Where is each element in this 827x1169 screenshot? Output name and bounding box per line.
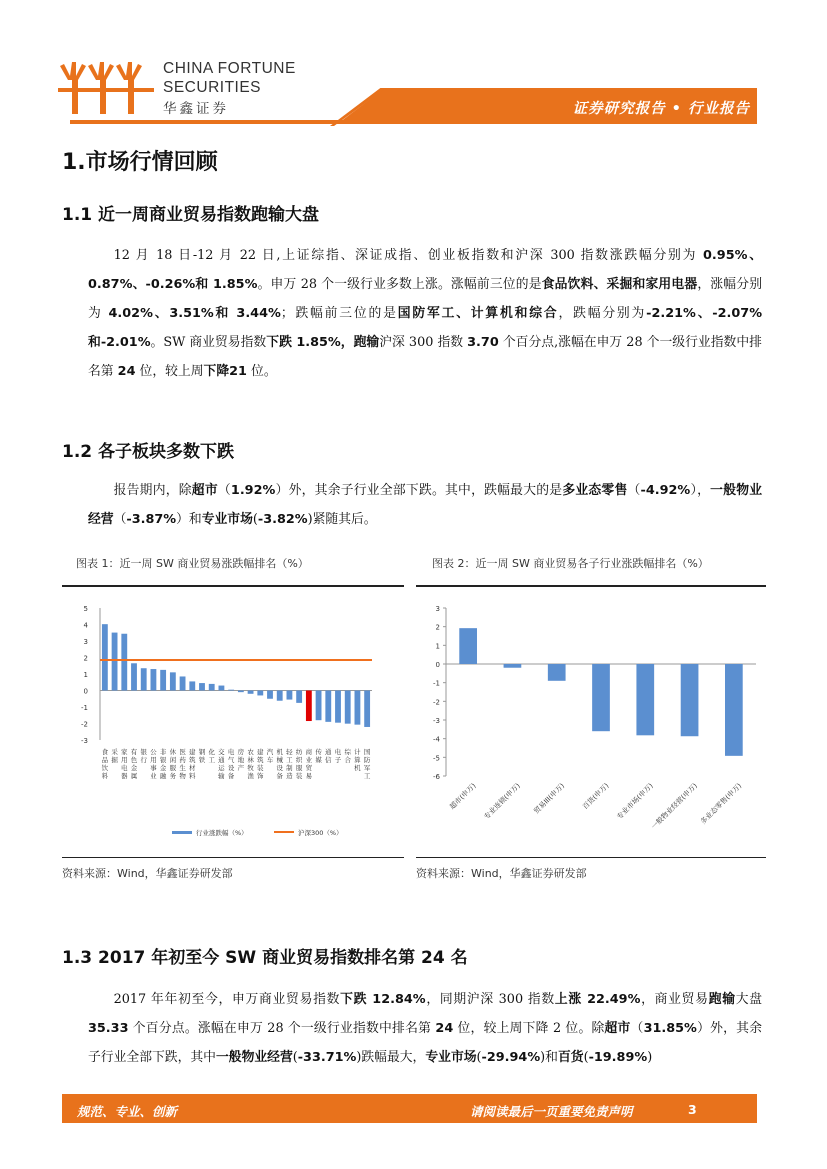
chart1-x-tick-char: 公 xyxy=(150,748,157,756)
chart1-bar xyxy=(228,690,234,691)
chart1-x-tick-char: 备 xyxy=(276,772,283,780)
chart1-x-tick-char: 建 xyxy=(189,748,196,756)
chart1-x-tick-char: 食 xyxy=(101,748,109,756)
chart1-x-tick-char: 计 xyxy=(354,748,361,756)
chart2-bar xyxy=(504,664,522,668)
chart2-y-tick: 3 xyxy=(435,605,440,613)
company-name-en-line2: SECURITIES xyxy=(163,79,262,96)
chart1-legend-line-label: 沪深300（%） xyxy=(298,829,343,837)
chart1-x-tick-char: 地 xyxy=(237,756,245,764)
chart1-legend-bar-label: 行业涨跌幅（%） xyxy=(196,829,248,837)
chart2-y-tick: -6 xyxy=(433,773,440,781)
chart1-x-tick-char: 备 xyxy=(227,772,235,780)
chart1-x-tick-char: 车 xyxy=(266,756,274,764)
chart1-y-tick: -3 xyxy=(81,737,88,745)
chart1-y-tick: -2 xyxy=(81,720,88,729)
chart1-x-tick-char: 饮 xyxy=(101,764,109,772)
chart1-y-tick: 4 xyxy=(83,621,88,630)
chart2-y-tick: -2 xyxy=(433,698,440,707)
chart1-x-tick-char: 服 xyxy=(295,764,303,772)
chart1-x-tick-char: 融 xyxy=(159,772,167,780)
chart1-y-tick: 2 xyxy=(83,654,88,663)
subsection-title-1-1: 1.1 近一周商业贸易指数跑输大盘 xyxy=(62,205,320,225)
figure1-source: 资料来源：Wind，华鑫证券研发部 xyxy=(62,867,233,880)
chart1-x-tick-char: 设 xyxy=(276,764,283,772)
chart1-x-tick-char: 算 xyxy=(354,756,361,764)
company-name-en-line1: CHINA FORTUNE xyxy=(163,60,296,77)
chart2-x-tick: 专业连锁(申万) xyxy=(482,781,522,821)
chart1-x-tick-char: 纺 xyxy=(295,748,303,756)
chart2-y-tick: -5 xyxy=(433,754,440,763)
chart2-x-tick: 专业市场(申万) xyxy=(615,781,655,821)
chart1-x-tick-char: 休 xyxy=(169,748,177,756)
chart1-x-tick-char: 通 xyxy=(218,756,225,764)
chart1-x-tick-char: 生 xyxy=(179,764,186,772)
chart1-x-tick-char: 设 xyxy=(227,764,235,772)
chart1-x-tick-char: 产 xyxy=(237,764,245,772)
chart1-x-tick-char: 装 xyxy=(257,764,264,772)
paragraph-1-2: 报告期内，除超市（1.92%）外，其余子行业全部下跌。其中，跌幅最大的是多业态零售（-4.92%），一般物业经营（-3.87%）和专业市场(-3.82%)紧随其后。 xyxy=(88,483,763,527)
chart1-x-tick-char: 药 xyxy=(179,756,186,764)
chart1-x-tick-char: 机 xyxy=(354,764,361,772)
chart1-bar xyxy=(199,683,205,690)
chart1-x-tick-char: 家 xyxy=(121,748,128,756)
chart1-bar xyxy=(287,691,293,700)
chart2-bar xyxy=(592,664,610,731)
subsection-title-1-2: 1.2 各子板块多数下跌 xyxy=(62,442,235,462)
chart1-bar xyxy=(296,691,302,703)
chart1-y-tick: 1 xyxy=(83,671,88,679)
chart1-x-tick-char: 传 xyxy=(315,748,322,756)
chart1-y-tick: 0 xyxy=(83,687,88,696)
chart2-bar xyxy=(725,664,743,756)
chart1-bar xyxy=(355,691,361,725)
chart1-x-tick-char: 织 xyxy=(295,756,303,764)
chart2-y-tick: -4 xyxy=(433,735,440,744)
chart1-x-tick-char: 服 xyxy=(169,764,177,772)
chart1-x-tick-char: 筑 xyxy=(257,756,264,764)
chart2-bar xyxy=(548,664,566,681)
chart1-x-tick-char: 饰 xyxy=(257,772,264,780)
chart1-x-tick-char: 房 xyxy=(237,748,245,756)
chart1-x-tick-char: 械 xyxy=(276,756,283,764)
chart1-x-tick-char: 商 xyxy=(305,748,313,756)
chart2-bar xyxy=(636,664,654,735)
chart2-y-tick: 1 xyxy=(435,642,440,651)
chart2-x-tick: 超市(申万) xyxy=(448,781,478,812)
chart1-x-tick-char: 金 xyxy=(159,764,167,772)
chart1-x-tick-char: 气 xyxy=(227,756,235,764)
chart2 xyxy=(416,590,766,850)
chart1-x-tick-char: 轻 xyxy=(286,748,293,756)
figure1-rule-bottom xyxy=(62,857,404,858)
chart1-legend-line-swatch xyxy=(274,831,294,833)
chart1-x-tick-char: 非 xyxy=(159,748,167,756)
chart1-x-tick-char: 农 xyxy=(247,748,254,756)
chart1-x-tick-char: 运 xyxy=(218,764,225,772)
chart2-x-tick: 多业态零售(申万) xyxy=(699,781,744,826)
chart1-x-tick-char: 医 xyxy=(179,748,186,756)
chart1-x-tick-char: 有 xyxy=(130,748,138,756)
chart1-bar xyxy=(170,672,176,690)
chart2-y-tick: -1 xyxy=(433,679,440,688)
figure2-rule-bottom xyxy=(416,857,766,858)
footer-slogan: 规范、专业、创新 xyxy=(77,1104,178,1119)
chart1-bar xyxy=(238,691,244,693)
chart1-bar xyxy=(364,691,370,727)
chart1-x-tick-char: 输 xyxy=(218,772,225,780)
chart1-x-tick-char: 银 xyxy=(140,748,147,756)
chart1-bar xyxy=(306,691,312,722)
chart1 xyxy=(62,590,404,850)
chart1-x-tick-char: 闲 xyxy=(169,756,177,764)
figure1-caption: 图表 1：近一周 SW 商业贸易涨跌幅排名（%） xyxy=(76,557,309,570)
chart1-x-tick-char: 林 xyxy=(247,756,254,764)
chart1-x-tick-char: 银 xyxy=(159,756,167,764)
chart2-bar xyxy=(681,664,699,736)
chart1-x-tick-char: 材 xyxy=(189,764,196,772)
chart1-x-tick-char: 牧 xyxy=(247,764,254,772)
company-name-cn: 华鑫证券 xyxy=(163,101,229,117)
chart1-x-tick-char: 电 xyxy=(227,748,235,756)
subsection-title-1-3: 1.3 2017 年初至今 SW 商业贸易指数排名第 24 名 xyxy=(62,948,468,968)
chart1-x-tick-char: 防 xyxy=(363,756,371,764)
chart1-x-tick-char: 料 xyxy=(189,772,196,780)
chart1-x-tick-char: 用 xyxy=(121,756,128,764)
chart1-bar xyxy=(267,691,273,699)
chart1-bar xyxy=(248,691,254,694)
figure2-source: 资料来源：Wind，华鑫证券研发部 xyxy=(416,867,587,880)
page-number: 3 xyxy=(688,1102,697,1117)
chart1-x-tick-char: 交 xyxy=(218,748,225,756)
chart1-x-tick-char: 业 xyxy=(305,756,313,764)
chart1-x-tick-char: 业 xyxy=(150,772,157,780)
chart1-x-tick-char: 贸 xyxy=(305,764,313,772)
chart1-x-tick-char: 综 xyxy=(344,748,351,756)
chart1-bar xyxy=(209,684,215,691)
chart1-y-tick: 5 xyxy=(83,605,88,613)
chart1-bar xyxy=(141,668,147,690)
chart1-x-tick-char: 金 xyxy=(130,764,138,772)
report-type-label: 证券研究报告 • 行业报告 xyxy=(572,101,750,117)
chart1-x-tick-char: 物 xyxy=(179,772,186,780)
chart1-x-tick-char: 国 xyxy=(363,748,371,756)
chart2-y-tick: -3 xyxy=(433,717,440,725)
paragraph-1-3: 2017 年年初至今，申万商业贸易指数下跌 12.84%，同期沪深 300 指数上涨 22.49%，商业贸易跑输大盘 35.33 个百分点。涨幅在申万 28 个一级行业指数中排名第 24 位，较上周下降 2 位。除超市（31.85%）外，其余子行业全部下跌，其中一般物业经营(-33.71%)跌幅最大，专业市场(-29.94%)和百货(-19.89%) xyxy=(88,992,763,1065)
chart1-x-tick-char: 机 xyxy=(276,748,283,756)
chart1-x-tick-char: 信 xyxy=(325,756,332,764)
chart1-bar xyxy=(160,670,166,691)
chart1-x-tick-char: 子 xyxy=(334,756,342,764)
footer-disclaimer-link[interactable]: 请阅读最后一页重要免责声明 xyxy=(470,1104,633,1119)
chart2-y-tick: 2 xyxy=(435,623,440,632)
chart1-bar xyxy=(102,624,108,690)
chart1-x-tick-char: 采 xyxy=(111,748,118,756)
chart1-x-tick-char: 工 xyxy=(208,756,215,764)
chart1-y-tick: -1 xyxy=(81,704,88,712)
chart1-x-tick-char: 工 xyxy=(286,756,293,764)
chart1-x-tick-char: 工 xyxy=(363,772,371,780)
figure2-rule-top xyxy=(416,585,766,587)
chart1-x-tick-char: 媒 xyxy=(315,756,322,764)
chart1-x-tick-char: 用 xyxy=(150,756,157,764)
chart2-x-tick: 百货(申万) xyxy=(581,781,611,812)
paragraph-1-1: 12 月 18 日-12 月 22 日,上证综指、深证成指、创业板指数和沪深 300 指数涨跌幅分别为 0.95%、0.87%、-0.26%和 1.85%。申万 28 个一级行业多数上涨。涨幅前三位的是食品饮料、采掘和家用电器，涨幅分别为 4.02%、3.51%和 3.44%；跌幅前三位的是国防军工、计算机和综合，跌幅分别为-2.21%、-2.07%和-2.01%。SW 商业贸易指数下跌 1.85%，跑输沪深 300 指数 3.70 个百分点,涨幅在申万 28 个一级行业指数中排名第 24 位，较上周下降21 位。 xyxy=(88,248,763,379)
chart1-x-tick-char: 务 xyxy=(169,772,177,780)
chart1-x-tick-char: 渔 xyxy=(247,772,254,780)
chart1-bar xyxy=(335,691,341,723)
chart2-x-tick: 一般物业经营(申万) xyxy=(649,781,699,831)
figure2-caption: 图表 2：近一周 SW 商业贸易各子行业涨跌幅排名（%） xyxy=(432,557,709,570)
chart1-x-tick-char: 电 xyxy=(121,764,128,772)
chart1-x-tick-char: 制 xyxy=(286,764,293,772)
chart1-x-tick-char: 筑 xyxy=(189,756,196,764)
chart1-x-tick-char: 行 xyxy=(140,756,147,764)
chart1-x-tick-char: 造 xyxy=(286,772,293,780)
chart1-x-tick-char: 钢 xyxy=(198,748,206,756)
header xyxy=(0,0,827,130)
chart1-x-tick-char: 器 xyxy=(121,772,128,780)
chart1-bar xyxy=(151,669,157,690)
chart1-bar xyxy=(189,681,195,690)
chart1-bar xyxy=(121,634,127,691)
chart1-x-tick-char: 合 xyxy=(344,756,351,764)
chart1-bar xyxy=(277,691,283,701)
chart1-x-tick-char: 电 xyxy=(334,748,342,756)
figure1-rule-top xyxy=(62,585,404,587)
chart1-x-tick-char: 属 xyxy=(130,772,138,780)
chart1-bar xyxy=(219,686,225,691)
section-title: 1.市场行情回顾 xyxy=(62,150,218,175)
chart1-bar xyxy=(257,691,263,696)
chart2-y-tick: 0 xyxy=(435,661,440,669)
chart1-x-tick-char: 建 xyxy=(257,748,264,756)
chart1-x-tick-char: 装 xyxy=(295,772,303,780)
chart1-bar xyxy=(112,633,118,691)
chart1-y-tick: 3 xyxy=(83,638,88,646)
chart1-bar xyxy=(316,691,322,721)
chart1-x-tick-char: 汽 xyxy=(266,748,274,756)
chart1-x-tick-char: 易 xyxy=(305,772,313,780)
chart1-x-tick-char: 军 xyxy=(363,764,371,772)
chart1-x-tick-char: 事 xyxy=(150,764,157,772)
chart1-x-tick-char: 色 xyxy=(130,756,138,764)
chart1-x-tick-char: 化 xyxy=(208,748,215,756)
chart1-x-tick-char: 料 xyxy=(101,772,109,780)
chart1-bar xyxy=(345,691,351,724)
chart1-x-tick-char: 品 xyxy=(101,756,109,764)
chart2-bar xyxy=(459,628,477,664)
chart1-bar xyxy=(180,676,186,690)
chart1-bar xyxy=(131,663,137,690)
chart1-x-tick-char: 通 xyxy=(325,748,332,756)
chart1-x-tick-char: 掘 xyxy=(111,756,118,764)
chart1-bar xyxy=(325,691,331,722)
chart2-x-tick: 贸易III(申万) xyxy=(532,781,567,816)
chart1-legend-bar-swatch xyxy=(172,831,192,834)
chart1-x-tick-char: 铁 xyxy=(198,756,206,764)
